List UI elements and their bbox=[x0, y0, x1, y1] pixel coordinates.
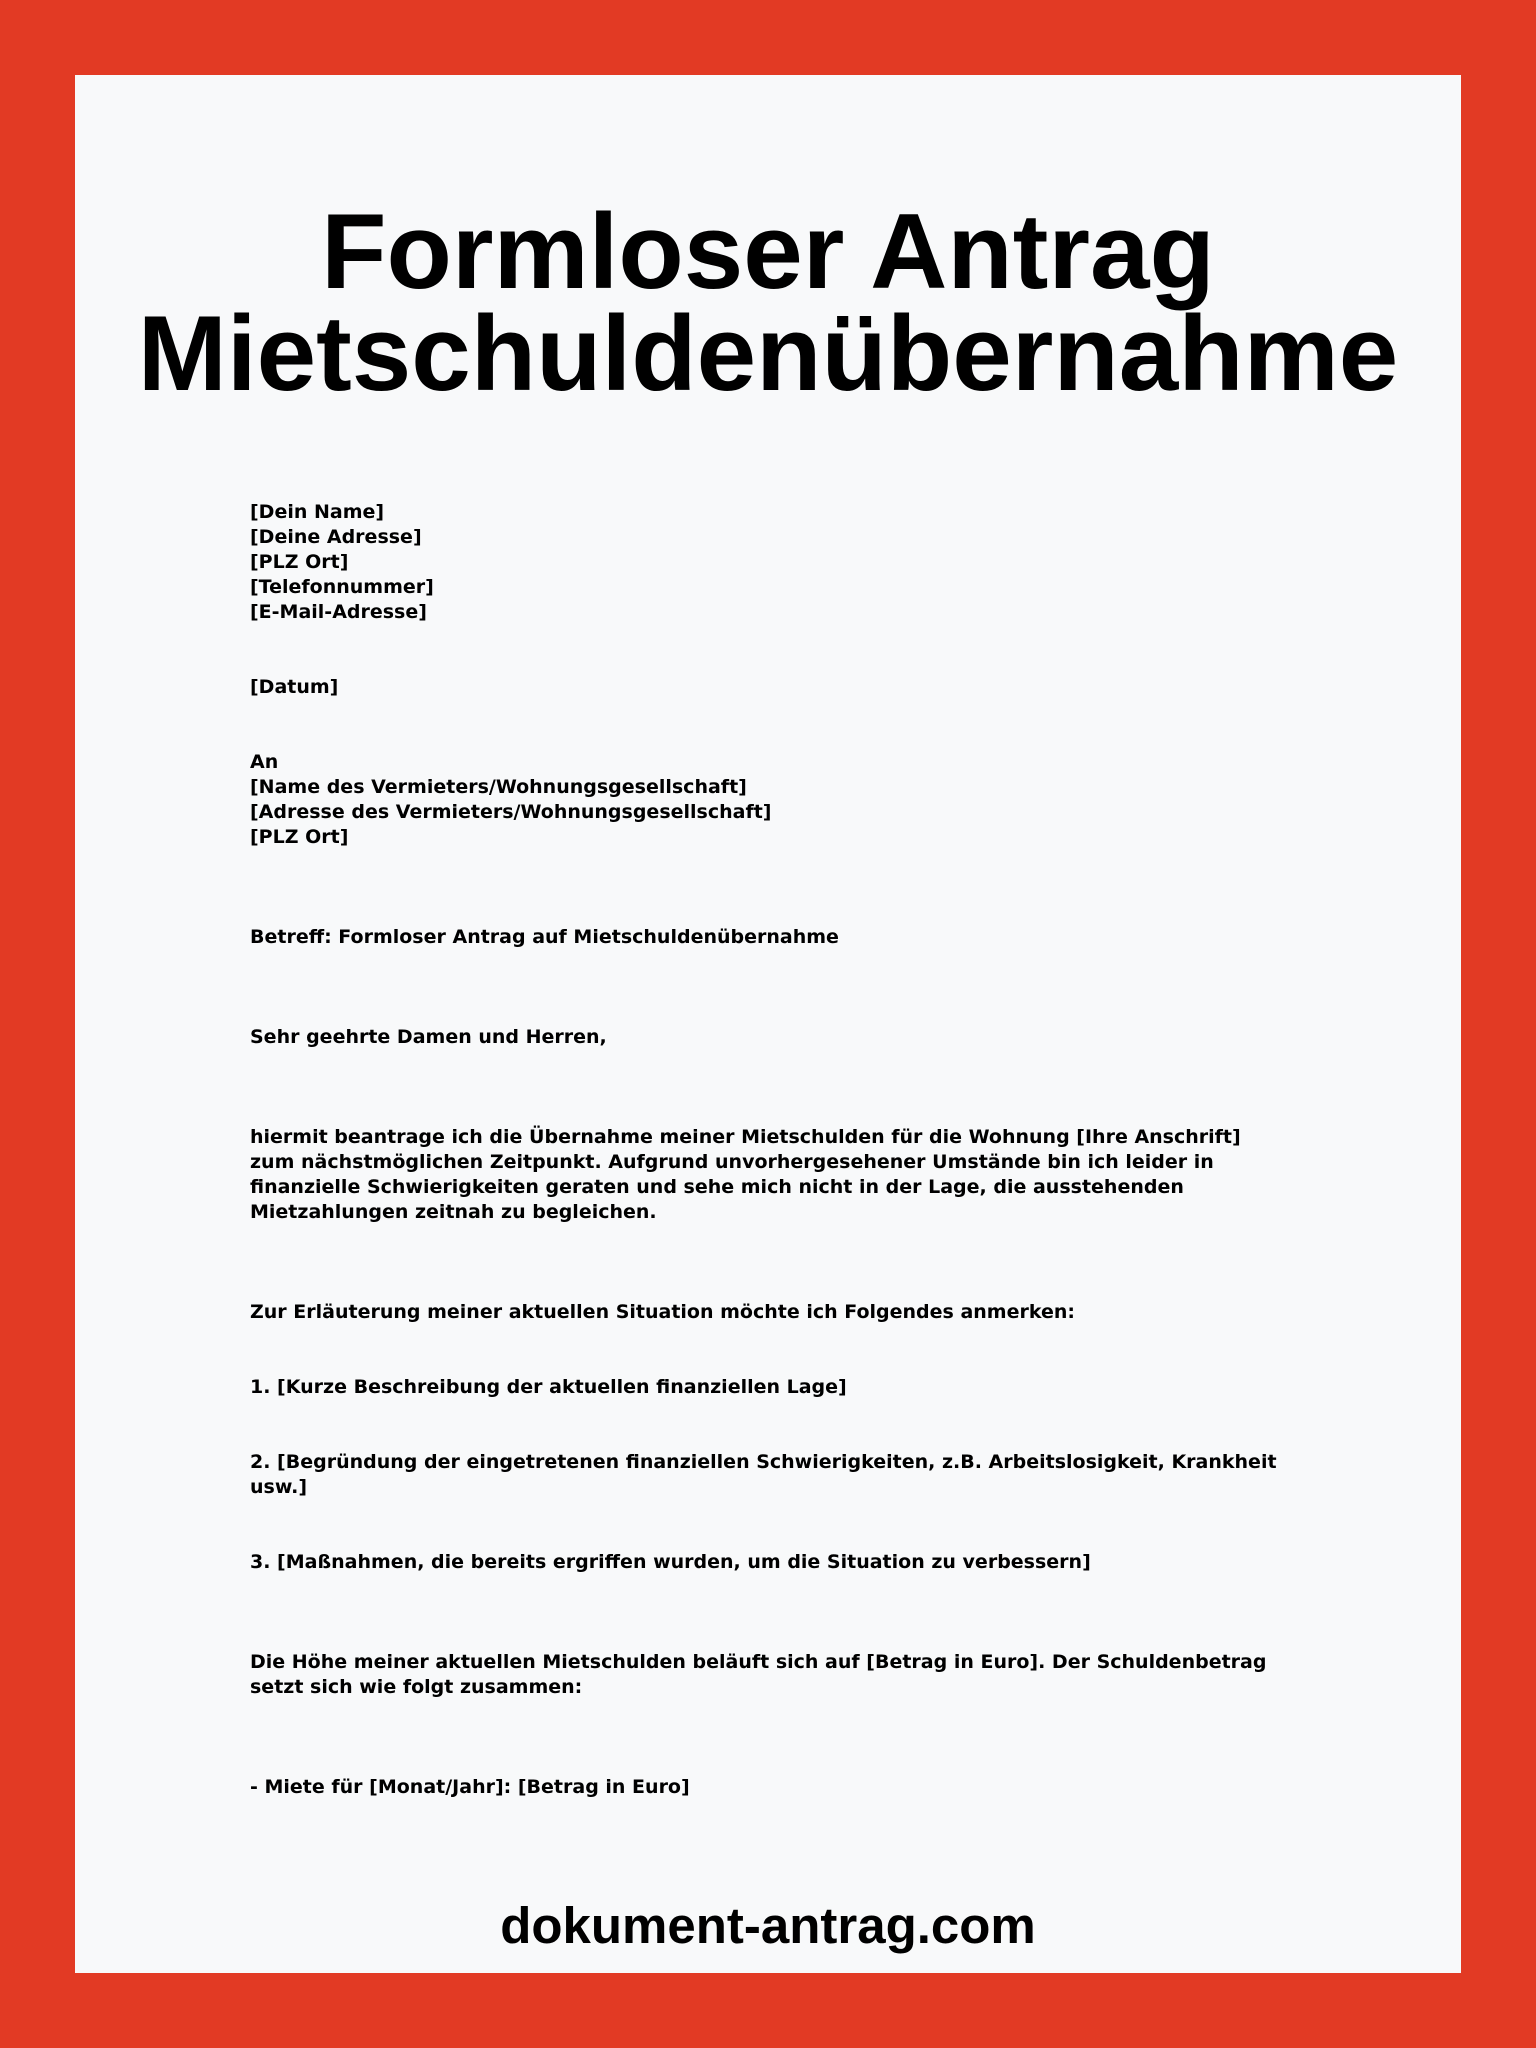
sender-phone: [Telefonnummer] bbox=[250, 576, 434, 598]
document-title bbox=[75, 191, 1461, 413]
recipient-name: [Name des Vermieters/Wohnungsgesellschaft] bbox=[250, 776, 747, 798]
recipient-prefix: An bbox=[250, 751, 279, 773]
debt-paragraph: Die Höhe meiner aktuellen Mietschulden beläuft sich auf [Betrag in Euro]. Der Schuldenbetrag setzt sich wie folgt zusammen: bbox=[250, 1651, 1267, 1698]
list-item-2: 2. [Begründung der eingetretenen finanziellen Schwierigkeiten, z.B. Arbeitslosigkeit, Krankheit usw.] bbox=[250, 1451, 1277, 1498]
sender-address: [Deine Adresse] bbox=[250, 526, 422, 548]
document-page bbox=[75, 75, 1461, 1973]
sender-city: [PLZ Ort] bbox=[250, 551, 349, 573]
subject-line: Betreff: Formloser Antrag auf Mietschuldenübernahme bbox=[250, 926, 839, 948]
recipient-address: [Adresse des Vermieters/Wohnungsgesellschaft] bbox=[250, 801, 772, 823]
sender-email: [E-Mail-Adresse] bbox=[250, 601, 427, 623]
title-line-1: Formloser Antrag bbox=[321, 191, 1215, 311]
salutation: Sehr geehrte Damen und Herren, bbox=[250, 1026, 607, 1048]
title-line-2: Mietschuldenübernahme bbox=[137, 293, 1399, 413]
list-item-3: 3. [Maßnahmen, die bereits ergriffen wurden, um die Situation zu verbessern] bbox=[250, 1551, 1091, 1573]
sender-block bbox=[250, 500, 1280, 625]
debt-item: - Miete für [Monat/Jahr]: [Betrag in Euro] bbox=[250, 1776, 690, 1798]
website-footer: dokument-antrag.com bbox=[500, 1897, 1036, 1954]
list-item-1: 1. [Kurze Beschreibung der aktuellen finanziellen Lage] bbox=[250, 1376, 847, 1398]
letter-body bbox=[250, 500, 1280, 1800]
recipient-block bbox=[250, 750, 1280, 850]
paragraph-request: hiermit beantrage ich die Übernahme meiner Mietschulden für die Wohnung [Ihre Anschrift] zum nächstmöglichen Zeitpunkt. Aufgrund unvorhergesehener Umstände bin ich leider in finanzielle Schwierigkeiten geraten und sehe mich nicht in der Lage, die ausstehenden Mietzahlungen zeitnah zu begleichen. bbox=[250, 1126, 1241, 1223]
sender-name: [Dein Name] bbox=[250, 501, 385, 523]
recipient-city: [PLZ Ort] bbox=[250, 826, 349, 848]
date-line: [Datum] bbox=[250, 676, 339, 698]
explanation-intro: Zur Erläuterung meiner aktuellen Situation möchte ich Folgendes anmerken: bbox=[250, 1301, 1075, 1323]
